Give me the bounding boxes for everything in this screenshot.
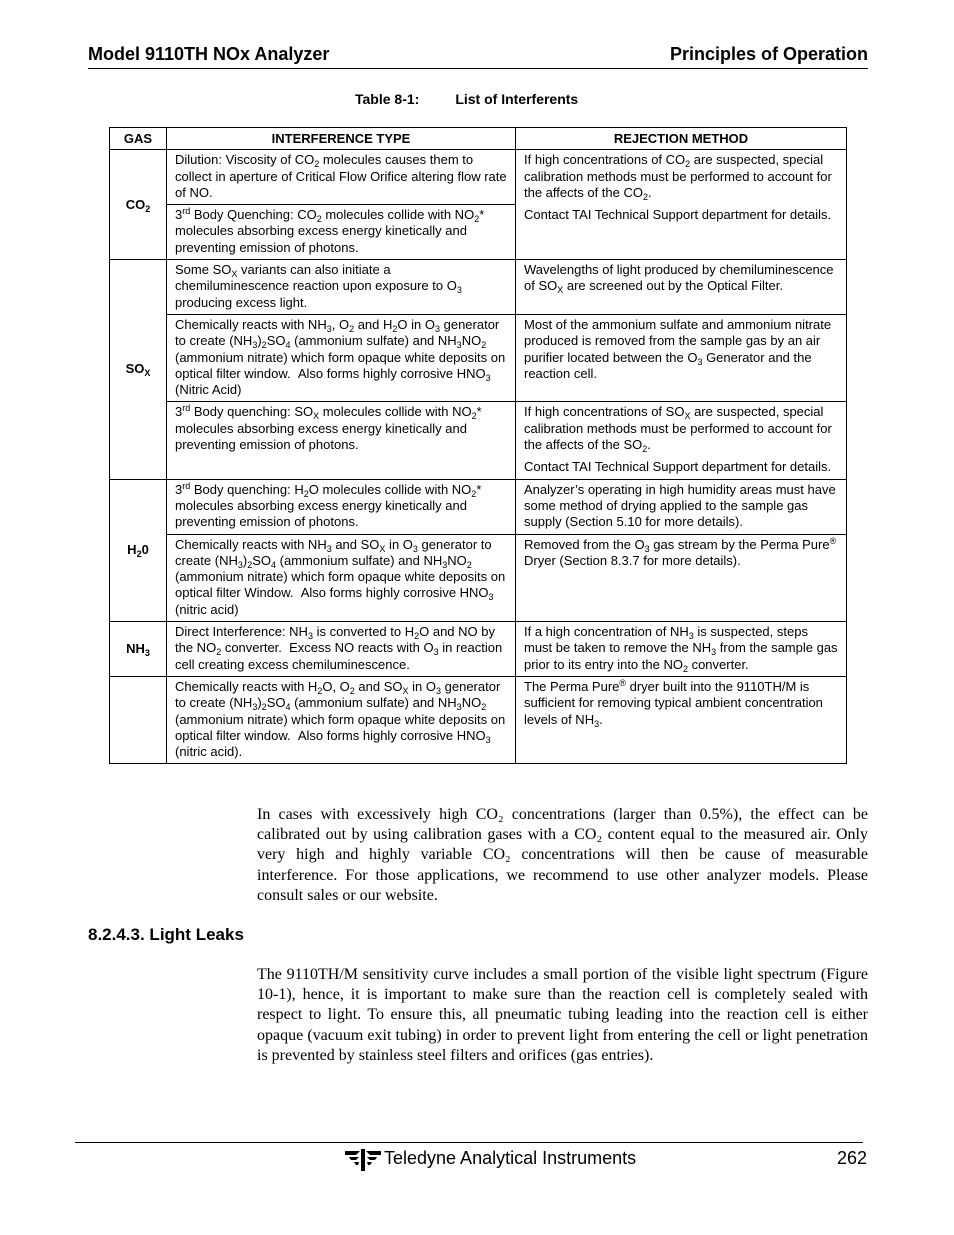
- table-row: [110, 676, 847, 763]
- page-number: 262: [836, 1148, 867, 1168]
- rejection-cell: Most of the ammonium sulfate and ammonium nitrate produced is removed from the sample gas by an air purifier located between the $O_3$ Generator and the reaction cell.: [516, 314, 847, 401]
- gas-cell-co2: $CO_2$: [110, 150, 167, 260]
- column-header-interference: INTERFERENCE TYPE: [167, 128, 516, 150]
- light-leaks-paragraph: The 9110TH/M sensitivity curve includes a small portion of the visible light spectrum (Figure 10-1), hence, it is important to make sure than the reaction cell is completely sealed with respect to light. To ensure this, all pneumatic tubing leading into the reaction cell is either opaque (vacuum exit tubing) in order to prevent light from entering the cell or light penetration is prevented by stainless steel filters and orifices (gas entries).: [257, 966, 868, 1064]
- footer-divider: [75, 1142, 863, 1143]
- gas-cell-empty: [110, 676, 167, 763]
- header-title: Model 9110TH NOx Analyzer: [88, 44, 330, 64]
- interference-cell: Direct Interference: $NH_3$ is converted to $H_2O$ and NO by the $NO_2$ converter. Excess NO reacts with $O_3$ in reaction cell creating excess chemiluminescence.: [167, 622, 516, 677]
- column-header-rejection: REJECTION METHOD: [516, 128, 847, 150]
- interference-cell: 3rd Body Quenching: $CO_2$ molecules collide with $NO_2*$ molecules absorbing excess energy kinetically and preventing emission of photons.: [167, 205, 516, 260]
- table-caption: [355, 91, 578, 107]
- teledyne-logo-icon: [345, 1149, 381, 1171]
- interference-cell: Chemically reacts with $NH_3$, $O_2$ and $H_2O$ in $O_3$ generator to create $(NH_3)_2SO_4$ (ammonium sulfate) and $NH_3NO_2$ (ammonium nitrate) which form opaque white deposits on optical filter window. Also forms highly corrosive $HNO_3$ (Nitric Acid): [167, 314, 516, 401]
- gas-cell-sox: $SO_X$: [110, 260, 167, 480]
- interferents-table: [109, 127, 847, 764]
- table-row: [110, 622, 847, 677]
- interference-cell: Dilution: Viscosity of $CO_2$ molecules causes them to collect in aperture of Critical Flow Orifice altering flow rate of NO.: [167, 150, 516, 205]
- rejection-cell: If a high concentration of $NH_3$ is suspected, steps must be taken to remove the $NH_3$ from the sample gas prior to its entry into the $NO_2$ converter.: [516, 622, 847, 677]
- table-row: [110, 150, 847, 205]
- table-row: [110, 479, 847, 534]
- gas-cell-h2o: $H_20$: [110, 479, 167, 621]
- interference-cell: Some $SO_X$ variants can also initiate a chemiluminescence reaction upon exposure to $O_3$ producing excess light.: [167, 260, 516, 315]
- page-header: [88, 44, 868, 69]
- table-header-row: [110, 128, 847, 150]
- table-title: List of Interferents: [455, 91, 579, 107]
- table-row: [110, 260, 847, 315]
- interference-cell: Chemically reacts with $H_2O$, $O_2$ and $SO_X$ in $O_3$ generator to create $(NH_3)_2SO_4$ (ammonium sulfate) and $NH_3NO_2$ (ammonium nitrate) which form opaque white deposits on optical filter window. Also forms highly corrosive $HNO_3$ (nitric acid).: [167, 676, 516, 763]
- interference-cell: 3rd Body quenching: $SO_X$ molecules collide with $NO_2*$ molecules absorbing excess energy kinetically and preventing emission of photons.: [167, 402, 516, 479]
- rejection-cell: If high concentrations of $SO_X$ are suspected, special calibration methods must be performed to account for the affects of the $SO_2$. Contact TAI Technical Support department for details.: [516, 402, 847, 479]
- gas-cell-nh3: $NH_3$: [110, 622, 167, 677]
- rejection-cell: Removed from the $O_3$ gas stream by the Perma Pure® Dryer (Section 8.3.7 for more details).: [516, 534, 847, 621]
- table-row: [110, 314, 847, 401]
- footer-company: Teledyne Analytical Instruments: [384, 1148, 637, 1168]
- rejection-cell: Wavelengths of light produced by chemiluminescence of $SO_X$ are screened out by the Optical Filter.: [516, 260, 847, 315]
- header-section: Principles of Operation: [669, 44, 868, 64]
- section-heading: 8.2.4.3. Light Leaks: [88, 925, 244, 944]
- table-row: [110, 402, 847, 479]
- table-number: Table 8-1:: [355, 91, 420, 107]
- rejection-cell: Analyzer’s operating in high humidity areas must have some method of drying applied to the sample gas supply (Section 5.10 for more details).: [516, 479, 847, 534]
- rejection-cell: The Perma Pure® dryer built into the 9110TH/M is sufficient for removing typical ambient concentration levels of $NH_3$.: [516, 676, 847, 763]
- interference-cell: Chemically reacts with $NH_3$ and $SO_X$ in $O_3$ generator to create $(NH_3)_2SO_4$ (ammonium sulfate) and $NH_3NO_2$ (ammonium nitrate) which form opaque white deposits on optical filter Window. Also forms highly corrosive $HNO_3$ (nitric acid): [167, 534, 516, 621]
- interference-cell: 3rd Body quenching: $H_2O$ molecules collide with $NO_2*$ molecules absorbing excess energy kinetically and preventing emission of photons.: [167, 479, 516, 534]
- column-header-gas: GAS: [110, 128, 167, 150]
- rejection-cell: If high concentrations of $CO_2$ are suspected, special calibration methods must be performed to account for the affects of the $CO_2$. Contact TAI Technical Support department for details.: [516, 150, 847, 260]
- co2-paragraph: In cases with excessively high CO₂ concentrations (larger than 0.5%), the effect can be calibrated out by using calibration gases with a CO₂ content equal to the measured air. Only very high and highly variable CO₂ concentrations will then be cause of measurable interference. For those applications, we recommend to use other analyzer models. Please consult sales or our website.: [257, 806, 868, 904]
- table-row: [110, 534, 847, 621]
